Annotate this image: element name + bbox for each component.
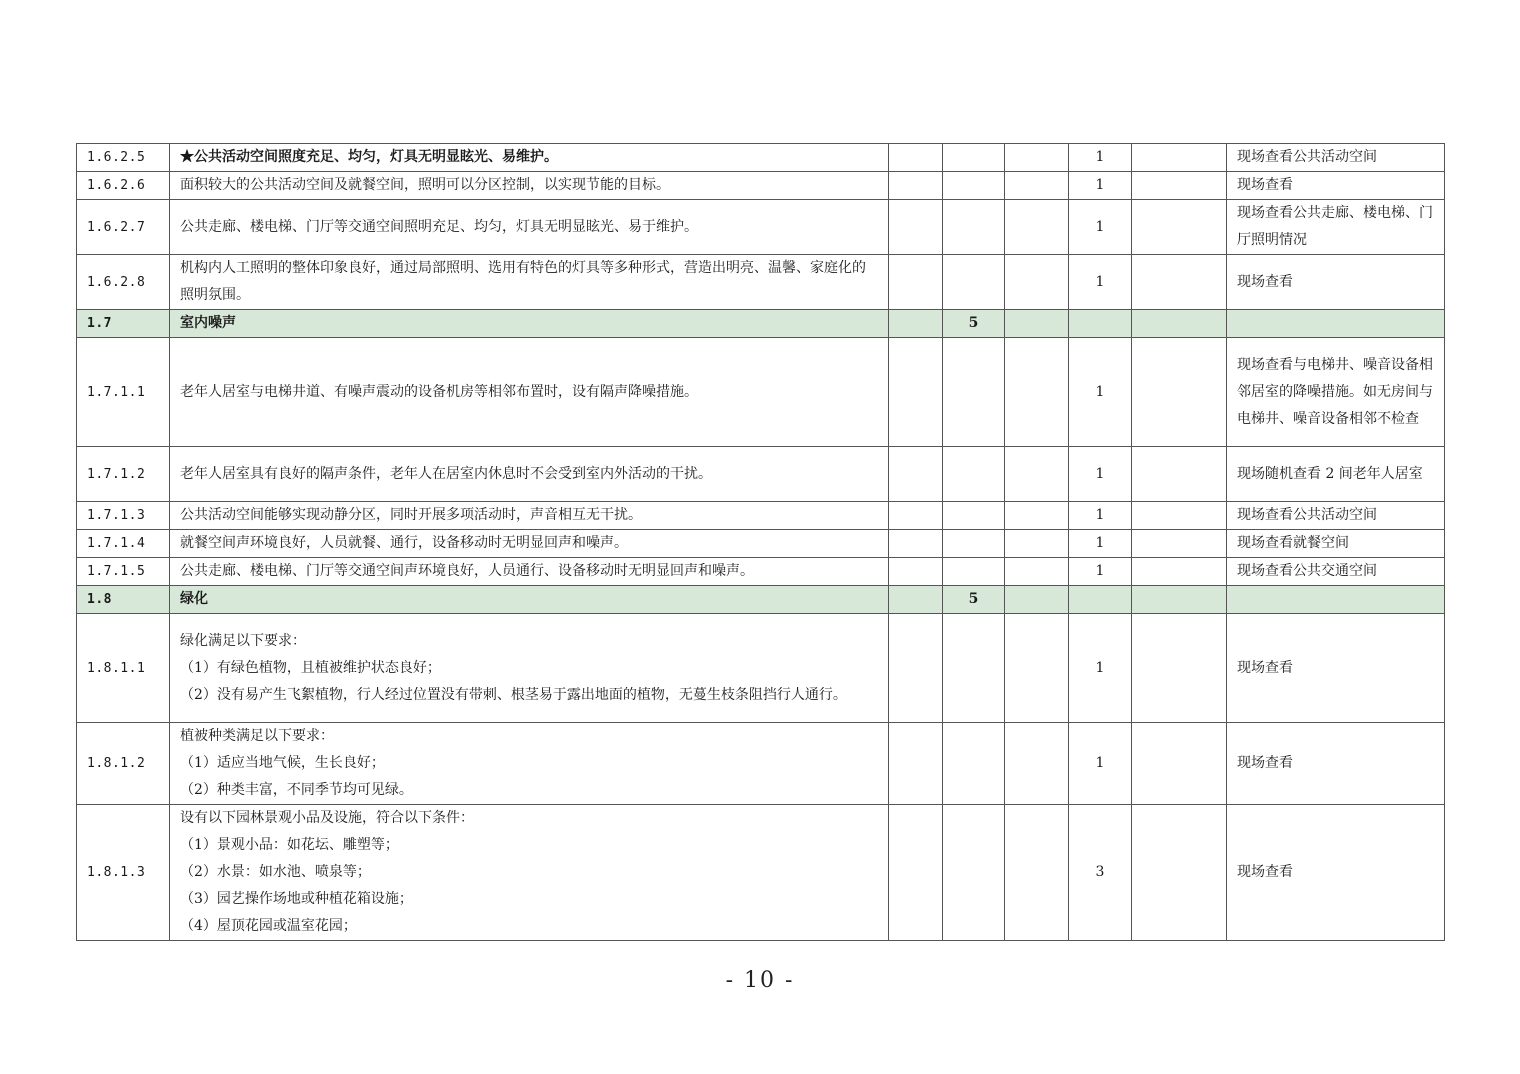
col3-cell: [889, 805, 943, 941]
col7-cell: [1132, 502, 1227, 530]
check-method-cell: 现场查看: [1227, 723, 1445, 805]
requirement-cell: [170, 338, 889, 447]
evaluation-table: [76, 143, 1445, 941]
item-code-cell: 1.7.1.1: [77, 338, 170, 447]
col7-cell: [1132, 447, 1227, 502]
item-score-cell: 1: [1069, 502, 1132, 530]
item-code-cell: 1.7.1.4: [77, 530, 170, 558]
check-method-cell: 现场查看公共交通空间: [1227, 558, 1445, 586]
requirement-line: （4）屋顶花园或温室花园；: [180, 918, 357, 934]
check-method-cell: 现场查看: [1227, 805, 1445, 941]
col5-cell: [1005, 338, 1069, 447]
requirement-cell: [170, 614, 889, 723]
requirement-line: （1）适应当地气候，生长良好；: [180, 755, 385, 771]
check-method-cell: 现场随机查看 2 间老年人居室: [1227, 447, 1445, 502]
requirement-line: （1）有绿色植物，且植被维护状态良好；: [180, 659, 441, 676]
item-code-cell: 1.6.2.8: [77, 255, 170, 310]
requirement-line: 植被种类满足以下要求：: [180, 728, 334, 744]
requirement-line: ★公共活动空间照度充足、均匀，灯具无明显眩光、易维护。: [180, 149, 558, 165]
requirement-line: 老年人居室与电梯井道、有噪声震动的设备机房等相邻布置时，设有隔声降噪措施。: [180, 383, 698, 400]
col7-cell: [1132, 614, 1227, 723]
check-method-cell: 现场查看: [1227, 614, 1445, 723]
requirement-line: 老年人居室具有良好的隔声条件，老年人在居室内休息时不会受到室内外活动的干扰。: [180, 465, 712, 482]
table-body: [77, 144, 1445, 941]
page-number: - 10 -: [725, 968, 795, 993]
item-code-cell: 1.7.1.3: [77, 502, 170, 530]
section-score-cell: 5: [943, 310, 1005, 338]
col3-cell: [889, 586, 943, 614]
col7-cell: [1132, 805, 1227, 941]
col7-cell: [1132, 255, 1227, 310]
col5-cell: [1005, 558, 1069, 586]
col7-cell: [1132, 586, 1227, 614]
item-score-cell: 1: [1069, 144, 1132, 172]
section-row: [77, 310, 1445, 338]
requirement-line: 公共走廊、楼电梯、门厅等交通空间声环境良好，人员通行、设备移动时无明显回声和噪声。: [180, 563, 754, 579]
table-row: [77, 805, 1445, 941]
item-score-cell: 1: [1069, 530, 1132, 558]
col3-cell: [889, 723, 943, 805]
requirement-line: 绿化满足以下要求：: [180, 632, 306, 649]
requirement-line: 公共活动空间能够实现动静分区，同时开展多项活动时，声音相互无干扰。: [180, 507, 642, 523]
item-score-cell: 1: [1069, 447, 1132, 502]
item-code-cell: 1.7.1.2: [77, 447, 170, 502]
col5-cell: [1005, 200, 1069, 255]
requirement-line: 设有以下园林景观小品及设施，符合以下条件：: [180, 810, 474, 826]
requirement-cell: [170, 310, 889, 338]
col3-cell: [889, 502, 943, 530]
item-score-cell: 3: [1069, 805, 1132, 941]
col5-cell: [1005, 447, 1069, 502]
check-method-cell: 现场查看: [1227, 255, 1445, 310]
requirement-cell: [170, 805, 889, 941]
check-method-cell: 现场查看公共走廊、楼电梯、门厅照明情况: [1227, 200, 1445, 255]
requirement-line: （2）没有易产生飞絮植物，行人经过位置没有带刺、根茎易于露出地面的植物，无蔓生枝条阻挡行人通行。: [180, 686, 847, 703]
requirement-line: 面积较大的公共活动空间及就餐空间，照明可以分区控制，以实现节能的目标。: [180, 177, 670, 193]
section-row: [77, 586, 1445, 614]
section-score-cell: [943, 614, 1005, 723]
col3-cell: [889, 447, 943, 502]
item-score-cell: 1: [1069, 255, 1132, 310]
col5-cell: [1005, 310, 1069, 338]
section-score-cell: [943, 723, 1005, 805]
item-code-cell: 1.8.1.1: [77, 614, 170, 723]
item-score-cell: [1069, 310, 1132, 338]
col3-cell: [889, 338, 943, 447]
section-score-cell: [943, 502, 1005, 530]
col3-cell: [889, 530, 943, 558]
requirement-cell: [170, 200, 889, 255]
item-code-cell: 1.6.2.5: [77, 144, 170, 172]
item-score-cell: 1: [1069, 558, 1132, 586]
requirement-line: 机构内人工照明的整体印象良好，通过局部照明、选用有特色的灯具等多种形式，营造出明亮、温馨、家庭化的照明氛围。: [180, 260, 866, 303]
col5-cell: [1005, 172, 1069, 200]
check-method-cell: 现场查看与电梯井、噪音设备相邻居室的降噪措施。如无房间与电梯井、噪音设备相邻不检查: [1227, 338, 1445, 447]
item-score-cell: 1: [1069, 200, 1132, 255]
section-score-cell: [943, 338, 1005, 447]
section-score-cell: 5: [943, 586, 1005, 614]
item-score-cell: 1: [1069, 723, 1132, 805]
table-row: [77, 558, 1445, 586]
col3-cell: [889, 172, 943, 200]
section-score-cell: [943, 805, 1005, 941]
col7-cell: [1132, 200, 1227, 255]
requirement-line: （1）景观小品：如花坛、雕塑等；: [180, 837, 399, 853]
section-score-cell: [943, 558, 1005, 586]
col5-cell: [1005, 255, 1069, 310]
col3-cell: [889, 255, 943, 310]
requirement-line: 就餐空间声环境良好，人员就餐、通行，设备移动时无明显回声和噪声。: [180, 535, 628, 551]
col5-cell: [1005, 502, 1069, 530]
requirement-cell: [170, 586, 889, 614]
item-score-cell: 1: [1069, 338, 1132, 447]
table-row: [77, 172, 1445, 200]
requirement-cell: [170, 530, 889, 558]
col7-cell: [1132, 310, 1227, 338]
table-row: [77, 338, 1445, 447]
item-code-cell: 1.6.2.6: [77, 172, 170, 200]
section-score-cell: [943, 200, 1005, 255]
item-code-cell: 1.8.1.2: [77, 723, 170, 805]
col7-cell: [1132, 558, 1227, 586]
requirement-line: （2）种类丰富，不同季节均可见绿。: [180, 782, 413, 798]
check-method-cell: 现场查看公共活动空间: [1227, 144, 1445, 172]
item-score-cell: 1: [1069, 172, 1132, 200]
col5-cell: [1005, 530, 1069, 558]
table-row: [77, 200, 1445, 255]
requirement-cell: [170, 172, 889, 200]
col3-cell: [889, 558, 943, 586]
table-row: [77, 502, 1445, 530]
requirement-cell: [170, 255, 889, 310]
requirement-cell: [170, 447, 889, 502]
table-row: [77, 614, 1445, 723]
check-method-cell: 现场查看就餐空间: [1227, 530, 1445, 558]
requirement-line: 绿化: [180, 591, 208, 607]
col7-cell: [1132, 172, 1227, 200]
table-row: [77, 144, 1445, 172]
item-score-cell: 1: [1069, 614, 1132, 723]
check-method-cell: [1227, 586, 1445, 614]
section-score-cell: [943, 144, 1005, 172]
section-score-cell: [943, 255, 1005, 310]
table-row: [77, 530, 1445, 558]
section-score-cell: [943, 447, 1005, 502]
item-score-cell: [1069, 586, 1132, 614]
table-row: [77, 447, 1445, 502]
col5-cell: [1005, 805, 1069, 941]
col3-cell: [889, 200, 943, 255]
item-code-cell: 1.7.1.5: [77, 558, 170, 586]
col7-cell: [1132, 530, 1227, 558]
col5-cell: [1005, 723, 1069, 805]
item-code-cell: 1.6.2.7: [77, 200, 170, 255]
col7-cell: [1132, 723, 1227, 805]
item-code-cell: 1.8: [77, 586, 170, 614]
requirement-line: 公共走廊、楼电梯、门厅等交通空间照明充足、均匀，灯具无明显眩光、易于维护。: [180, 218, 698, 235]
col3-cell: [889, 614, 943, 723]
requirement-cell: [170, 558, 889, 586]
col7-cell: [1132, 338, 1227, 447]
requirement-cell: [170, 144, 889, 172]
table-row: [77, 723, 1445, 805]
requirement-cell: [170, 502, 889, 530]
requirement-line: （2）水景：如水池、喷泉等；: [180, 864, 371, 880]
section-score-cell: [943, 172, 1005, 200]
item-code-cell: 1.7: [77, 310, 170, 338]
col3-cell: [889, 310, 943, 338]
col5-cell: [1005, 144, 1069, 172]
section-score-cell: [943, 530, 1005, 558]
col7-cell: [1132, 144, 1227, 172]
check-method-cell: 现场查看公共活动空间: [1227, 502, 1445, 530]
item-code-cell: 1.8.1.3: [77, 805, 170, 941]
table-row: [77, 255, 1445, 310]
requirement-cell: [170, 723, 889, 805]
check-method-cell: [1227, 310, 1445, 338]
col5-cell: [1005, 586, 1069, 614]
requirement-line: 室内噪声: [180, 315, 236, 331]
col3-cell: [889, 144, 943, 172]
requirement-line: （3）园艺操作场地或种植花箱设施；: [180, 891, 413, 907]
check-method-cell: 现场查看: [1227, 172, 1445, 200]
col5-cell: [1005, 614, 1069, 723]
